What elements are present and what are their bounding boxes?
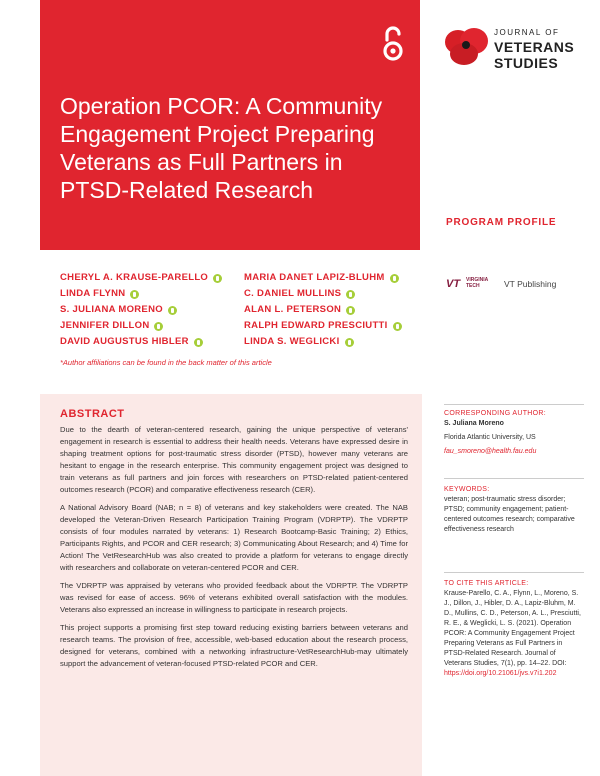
doi-link[interactable]: https://doi.org/10.21061/jvs.v7i1.202 xyxy=(444,670,557,677)
author-list-right xyxy=(244,270,402,350)
keywords-text: veteran; post-traumatic stress disorder; PTSD; community engagement; patient-centered outcomes research; comparative effectiveness research xyxy=(444,496,575,533)
corresponding-author-email[interactable]: fau_smoreno@health.fau.edu xyxy=(444,448,537,455)
orcid-icon[interactable] xyxy=(154,322,163,331)
abstract-paragraph: This project supports a promising first step toward reducing existing barriers between veterans and research teams. The provision of free, accessible, web-based education about the research process, designed for veterans, combined with a networking infrastructure-VetResearchHub-may ultimately support the advancement of veteran-focused PTSD-related PCOR and CER. xyxy=(60,623,408,668)
sidebar-divider xyxy=(444,478,584,479)
abstract-heading: ABSTRACT xyxy=(60,408,125,420)
abstract-paragraph: The VDRPTP was appraised by veterans who provided feedback about the VDRPTP. The VDRPTP was revised for ease of access. 96% of veterans exhibited overall satisfaction with the modules. Veterans also expressed an increase in willingness to participate in research projects. xyxy=(60,581,408,614)
corresponding-author-label: CORRESPONDING AUTHOR: xyxy=(444,410,546,417)
author-name[interactable]: LINDA S. WEGLICKI xyxy=(244,334,402,350)
author-name[interactable]: ALAN L. PETERSON xyxy=(244,302,402,318)
author-name[interactable]: S. JULIANA MORENO xyxy=(60,302,222,318)
citation-section xyxy=(444,580,584,679)
journal-name-line1: VETERANS xyxy=(494,39,575,55)
author-name[interactable]: LINDA FLYNN xyxy=(60,286,222,302)
orcid-icon[interactable] xyxy=(390,274,399,283)
orcid-icon[interactable] xyxy=(346,290,355,299)
author-list-left xyxy=(60,270,222,350)
author-name[interactable]: MARIA DANET LAPIZ-BLUHM xyxy=(244,270,402,286)
vt-logo-text: VIRGINIA TECH xyxy=(466,277,489,289)
orcid-icon[interactable] xyxy=(393,322,402,331)
citation-text: Krause-Parello, C. A., Flynn, L., Moreno, S. J., Dillon, J., Hibler, D. A., Lapiz-Bluhm, M. D., Mullins, C. D., Peterson, A. L., Presciutti, R. E., & Weglicki, L. S. (2021). Operation PCOR: A Community Engagement Project Preparing Veterans as Full Partners in PTSD-Related Research. Journal of Veterans Studies, 7(1), pp. 14–22. DOI: xyxy=(444,590,581,667)
keywords-section xyxy=(444,486,584,535)
author-name[interactable]: CHERYL A. KRAUSE-PARELLO xyxy=(60,270,222,286)
affiliations-note: *Author affiliations can be found in the back matter of this article xyxy=(60,358,272,367)
corresponding-author-section xyxy=(444,410,584,457)
abstract-body xyxy=(60,424,408,676)
abstract-paragraph: A National Advisory Board (NAB; n = 8) of veterans and key stakeholders were created. The NAB developed the Veteran-Driven Research Participation Training Program (VDRPTP). The VDRPTP consists of four modules narrated by veterans: 1) Research Bootcamp-Basic Training; 2) Ethics, Participants Rights, and PCOR and CER research; 3) Communicating About Research; and 4) Time for Action! The VetResearchHub was also created to provide a platform for veterans to engage directly with researchers and collaborate on veteran-centered PCOR and CER. xyxy=(60,503,408,572)
sidebar-divider xyxy=(444,572,584,573)
author-name[interactable]: RALPH EDWARD PRESCIUTTI xyxy=(244,318,402,334)
abstract-paragraph: Due to the dearth of veteran-centered research, gaining the unique perspective of veterans' engagement in research is essential to address their health needs. Veterans have expressed desire in shaping treatment options for post-traumatic stress disorder (PTSD), however many veterans are hesitant to engage in the research enterprise. This community engagement project was designed to train veterans as full partners and join forces with researchers on PTSD-related patient-centered outcomes research (PCOR) and comparative effectiveness research (CER). xyxy=(60,425,408,494)
citation-label: TO CITE THIS ARTICLE: xyxy=(444,580,529,587)
keywords-label: KEYWORDS: xyxy=(444,486,490,493)
orcid-icon[interactable] xyxy=(213,274,222,283)
article-type-label: PROGRAM PROFILE xyxy=(446,217,557,228)
author-name[interactable]: DAVID AUGUSTUS HIBLER xyxy=(60,334,222,350)
orcid-icon[interactable] xyxy=(345,338,354,347)
orcid-icon[interactable] xyxy=(130,290,139,299)
poppy-icon xyxy=(444,26,490,66)
publisher-logos[interactable] xyxy=(444,275,584,295)
orcid-icon[interactable] xyxy=(346,306,355,315)
vt-logo-mark: VT xyxy=(446,278,461,290)
journal-logo[interactable] xyxy=(444,22,584,72)
orcid-icon[interactable] xyxy=(168,306,177,315)
open-access-icon[interactable] xyxy=(380,24,406,64)
author-name[interactable]: C. DANIEL MULLINS xyxy=(244,286,402,302)
corresponding-author-affiliation: Florida Atlantic University, US xyxy=(444,434,536,441)
sidebar-divider xyxy=(444,404,584,405)
article-title: Operation PCOR: A Community Engagement Project Preparing Veterans as Full Partners in PTSD-Related Research xyxy=(60,93,383,203)
journal-name-line2: STUDIES xyxy=(494,55,559,71)
orcid-icon[interactable] xyxy=(194,338,203,347)
vt-publishing-logo: VT Publishing xyxy=(504,279,557,289)
author-name[interactable]: JENNIFER DILLON xyxy=(60,318,222,334)
journal-name-prefix: JOURNAL OF xyxy=(494,28,560,37)
corresponding-author-name: S. Juliana Moreno xyxy=(444,420,504,427)
